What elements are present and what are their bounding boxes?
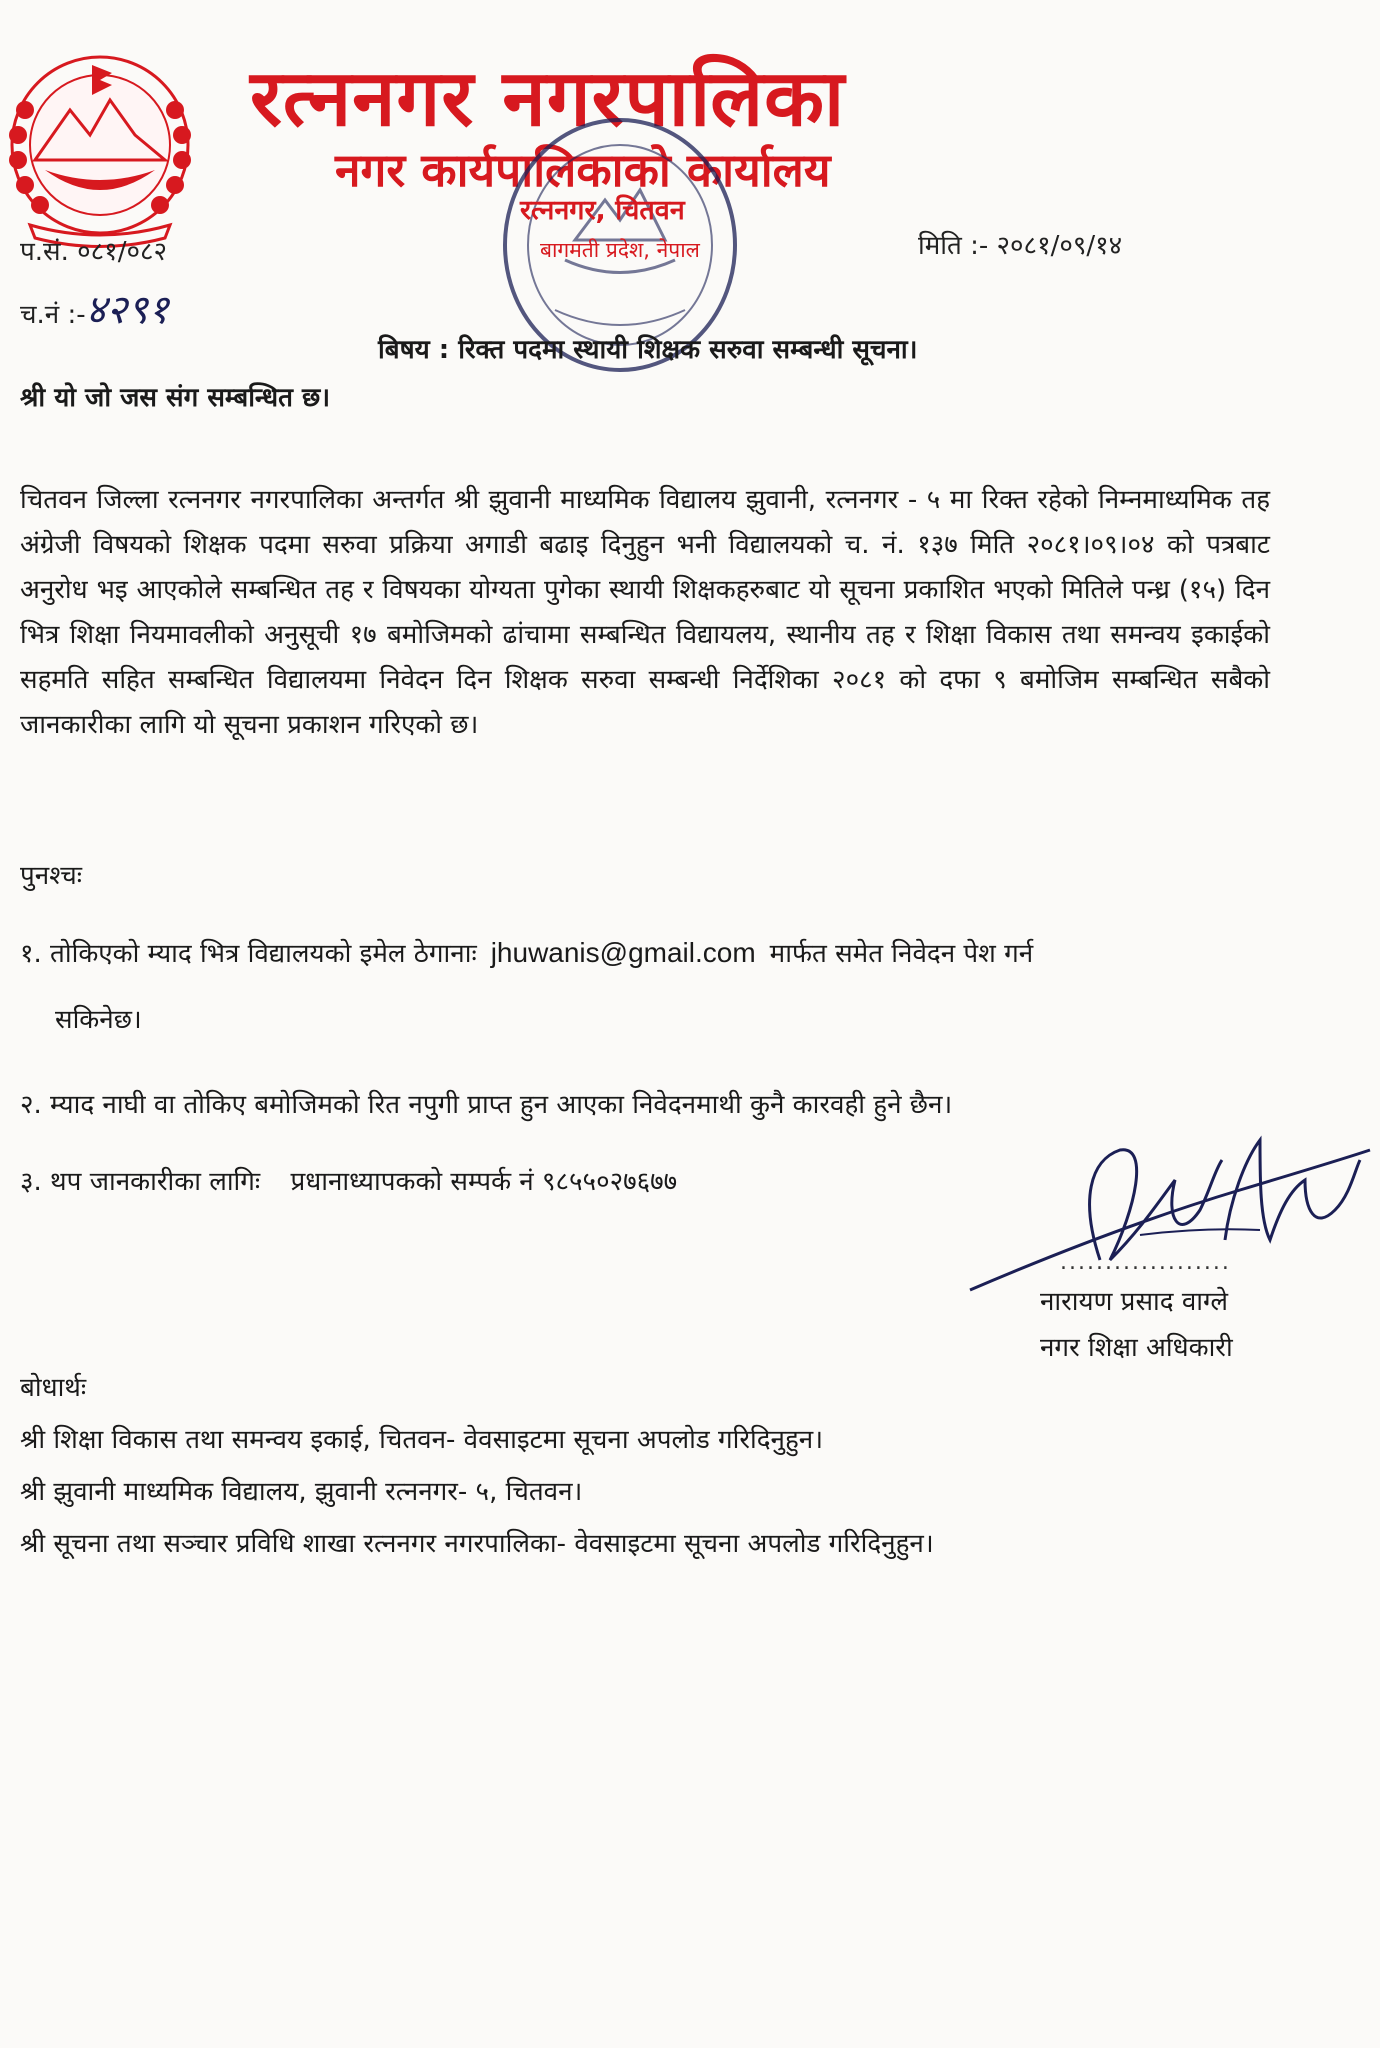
postscript-item-3-label: ३. थप जानकारीका लागिः xyxy=(20,1167,261,1197)
postscript-item-1 xyxy=(20,934,1033,970)
cc-item: श्री सूचना तथा सञ्चार प्रविधि शाखा रत्ननगर नगरपालिका- वेवसाइटमा सूचना अपलोड गरिदिनुहुन। xyxy=(20,1529,934,1559)
dispatch-number xyxy=(20,280,169,335)
letter-date xyxy=(918,226,1122,262)
postscript-item-3 xyxy=(20,1162,677,1198)
headmaster-contact-number: प्रधानाध्यापकको सम्पर्क नं ९८५५०२७६७७ xyxy=(290,1167,678,1197)
signatory-name: नारायण प्रसाद वाग्ले xyxy=(1040,1287,1228,1317)
letter-body: चितवन जिल्ला रत्ननगर नगरपालिका अन्तर्गत श्री झुवानी माध्यमिक विद्यालय झुवानी, रत्ननगर - ५ मा रिक्त रहेको निम्नमाध्यमिक तह अंग्रेजी विषयको शिक्षक पदमा सरुवा प्रक्रिया अगाडी बढाइ दिनुहुन भनी विद्यालयको च. नं. १३७ मिति २०८१।०९।०४ को पत्रबाट अनुरोध भइ आएकोले सम्बन्धित तह र विषयका योग्यता पुगेका स्थायी शिक्षकहरुबाट यो सूचना प्रकाशित भएको मितिले पन्ध्र (१५) दिन भित्र शिक्षा नियमावलीको अनुसूची १७ बमोजिमको ढांचामा सम्बन्धित विद्यायलय, स्थानीय तह र शिक्षा विकास तथा समन्वय इकाईको सहमति सहित सम्बन्धित विद्यालयमा निवेदन दिन शिक्षक सरुवा सम्बन्धी निर्देशिका २०८१ को दफा ९ बमोजिम सम्बन्धित सबैको जानकारीका लागि यो सूचना प्रकाशन गरिएको छ। xyxy=(20,485,1270,740)
letter-addressee: श्री यो जो जस संग सम्बन्धित छ। xyxy=(20,383,331,413)
letter-subject: बिषय : रिक्त पदमा स्थायी शिक्षक सरुवा सम्बन्धी सूचना। xyxy=(378,335,918,365)
dispatch-label: च.नं :- xyxy=(20,300,86,330)
cc-item: श्री झुवानी माध्यमिक विद्यालय, झुवानी रत्ननगर- ५, चितवन। xyxy=(20,1477,583,1507)
postscript-item-2: २. म्याद नाघी वा तोकिए बमोजिमको रित नपुगी प्राप्त हुन आएका निवेदनमाथी कुनै कारवही हुने छैन। xyxy=(20,1090,953,1120)
postscript-item-1-prefix: १. तोकिएको म्याद भित्र विद्यालयको इमेल ठेगानाः xyxy=(20,939,477,969)
postscript-item-1-continuation: सकिनेछ। xyxy=(55,1005,142,1035)
office-province: बागमती प्रदेश, नेपाल xyxy=(540,238,700,262)
postscript-item-1-suffix: मार्फत समेत निवेदन पेश गर्न xyxy=(769,939,1034,969)
date-label: मिति :- xyxy=(918,231,989,261)
postscript-label: पुनश्चः xyxy=(20,861,83,891)
cc-label: बोधार्थः xyxy=(20,1373,87,1403)
signature-line: ................... xyxy=(1060,1250,1231,1275)
cc-item: श्री शिक्षा विकास तथा समन्वय इकाई, चितवन- वेवसाइटमा सूचना अपलोड गरिदिनुहुन। xyxy=(20,1425,824,1455)
reference-number xyxy=(20,232,167,268)
signatory-title: नगर शिक्षा अधिकारी xyxy=(1040,1333,1233,1363)
reference-label: प.सं. xyxy=(20,237,69,267)
organization-name: रत्ननगर नगरपालिका xyxy=(250,54,846,144)
reference-value: ०८१/०८२ xyxy=(77,237,168,267)
school-email-link[interactable]: jhuwanis@gmail.com xyxy=(490,937,756,968)
office-name: नगर कार्यपालिकाको कार्यालय xyxy=(335,143,831,197)
date-value: २०८१/०९/१४ xyxy=(996,231,1123,261)
office-location: रत्ननगर, चितवन xyxy=(520,195,685,226)
dispatch-value: ४२९१ xyxy=(85,287,169,333)
nepal-emblem-icon xyxy=(0,40,205,250)
